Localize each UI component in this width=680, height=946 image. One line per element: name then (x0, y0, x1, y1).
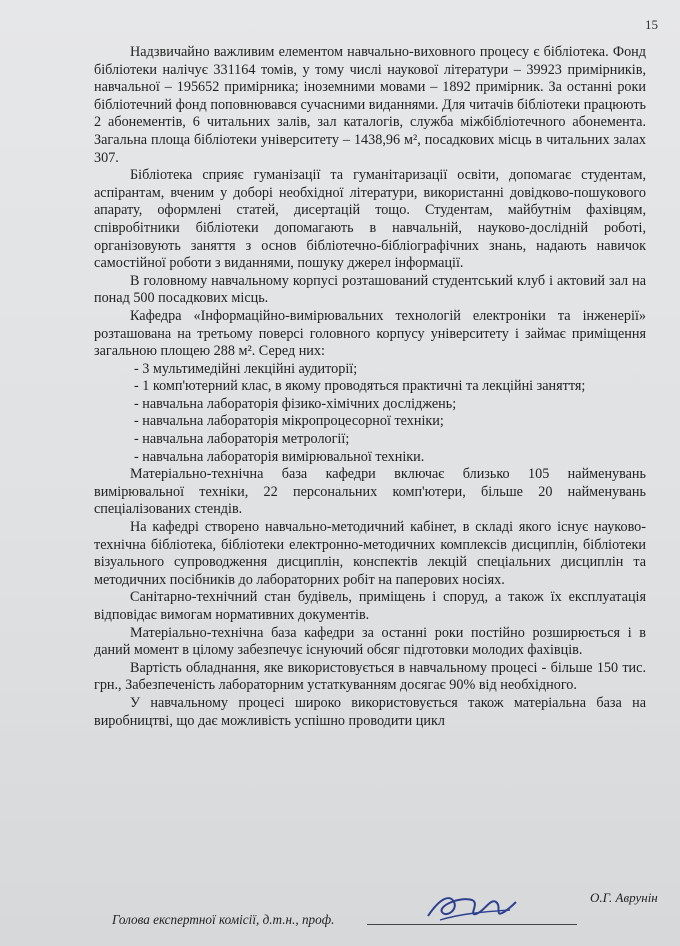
paragraph-equipment-cost: Вартість обладнання, яке використовується в навчальному процесі - більше 150 тис. грн., Забезпеченість лабораторним устаткуванням досягає 90% від необхідного. (94, 659, 646, 694)
list-item: - навчальна лабораторія фізико-хімічних досліджень; (134, 395, 457, 412)
paragraph-department: Кафедра «Інформаційно-вимірювальних технологій електроніки та інженерії» розташована на третьому поверсі головного корпусу університету і займає приміщення загальною площею 288 м². Серед них: (94, 307, 646, 360)
signatory-position: Голова експертної комісії, д.т.н., проф. (112, 912, 335, 927)
paragraph-student-club: В головному навчальному корпусі розташований студентський клуб і актовий зал на понад 500 посадкових місць. (94, 272, 646, 307)
paragraph-library: Надзвичайно важливим елементом навчально-виховного процесу є бібліотека. Фонд бібліотеки налічує 331164 томів, у тому числі наукової літератури – 39923 примірників, навчальної – 195652 примірника; іноземними мовами – 1892 примірник. За останні роки бібліотечний фонд поповнювався сучасними виданнями. Для читачів бібліотеки працюють 2 абонементів, 6 читальних залів, зал каталогів, служба міжбібліотечного абонемента. Загальна площа бібліотеки університету – 1438,96 м², посадкових місць в читальних залах 307. (94, 44, 646, 166)
paragraph-library-role: Бібліотека сприяє гуманізації та гуманітаризації освіти, допомагає студентам, аспірантам, вченим у доборі необхідної літератури, використанні довідково-пошукового апарату, оформлені статей, дисертацій тощо. Студентам, майбутнім фахівцям, співробітники бібліотеки допомагають в навчальній, науково-дослідній роботі, організовують заняття з основ бібліотечно-бібліографічних знань, надають навичок самостійної роботи з виданнями, пошуку джерел інформації. (94, 167, 646, 272)
list-item: - 3 мультимедійні лекційні аудиторії; (134, 360, 358, 377)
paragraph-sanitary: Санітарно-технічний стан будівель, приміщень і споруд, а також їх експлуатація відповідає вимогам нормативних документів. (94, 589, 646, 623)
document-body (94, 44, 646, 730)
list-item: - навчальна лабораторія вимірювальної техніки. (134, 448, 425, 465)
signatory-name: О.Г. Аврунін (590, 890, 658, 905)
paragraph-base-expansion: Матеріально-технічна база кафедри за останні роки постійно розширюється і в даний момент в цілому забезпечує існуючий обсяг підготовки молодих фахівців. (94, 624, 646, 659)
paragraph-production-base: У навчальному процесі широко використовується також матеріальна база на виробництві, що дає можливість успішно проводити цикл (94, 694, 646, 729)
paragraph-methodical-room: На кафедрі створено навчально-методичний кабінет, в складі якого існує науково-технічна бібліотека, бібліотеки електронно-методичних комплексів дисциплін, бібліотеки візуального супроводження дисциплін, конспектів лекцій спеціальних дисциплін та методичних посібників до лабораторних робіт на паперових носіях. (94, 519, 646, 588)
signature-line (367, 924, 577, 925)
page-number: 15 (645, 17, 658, 32)
signature-block (112, 890, 664, 928)
list-item: - навчальна лабораторія метрології; (134, 431, 350, 448)
paragraph-equipment: Матеріально-технічна база кафедри включає близько 105 найменувань вимірювальної техніки, 22 персональних комп'ютери, більше 20 найменувань спеціалізованих стендів. (94, 466, 646, 518)
list-item: - 1 комп'ютерний клас, в якому проводяться практичні та лекційні заняття; (134, 378, 586, 395)
list-item: - навчальна лабораторія мікропроцесорної техніки; (134, 413, 444, 430)
